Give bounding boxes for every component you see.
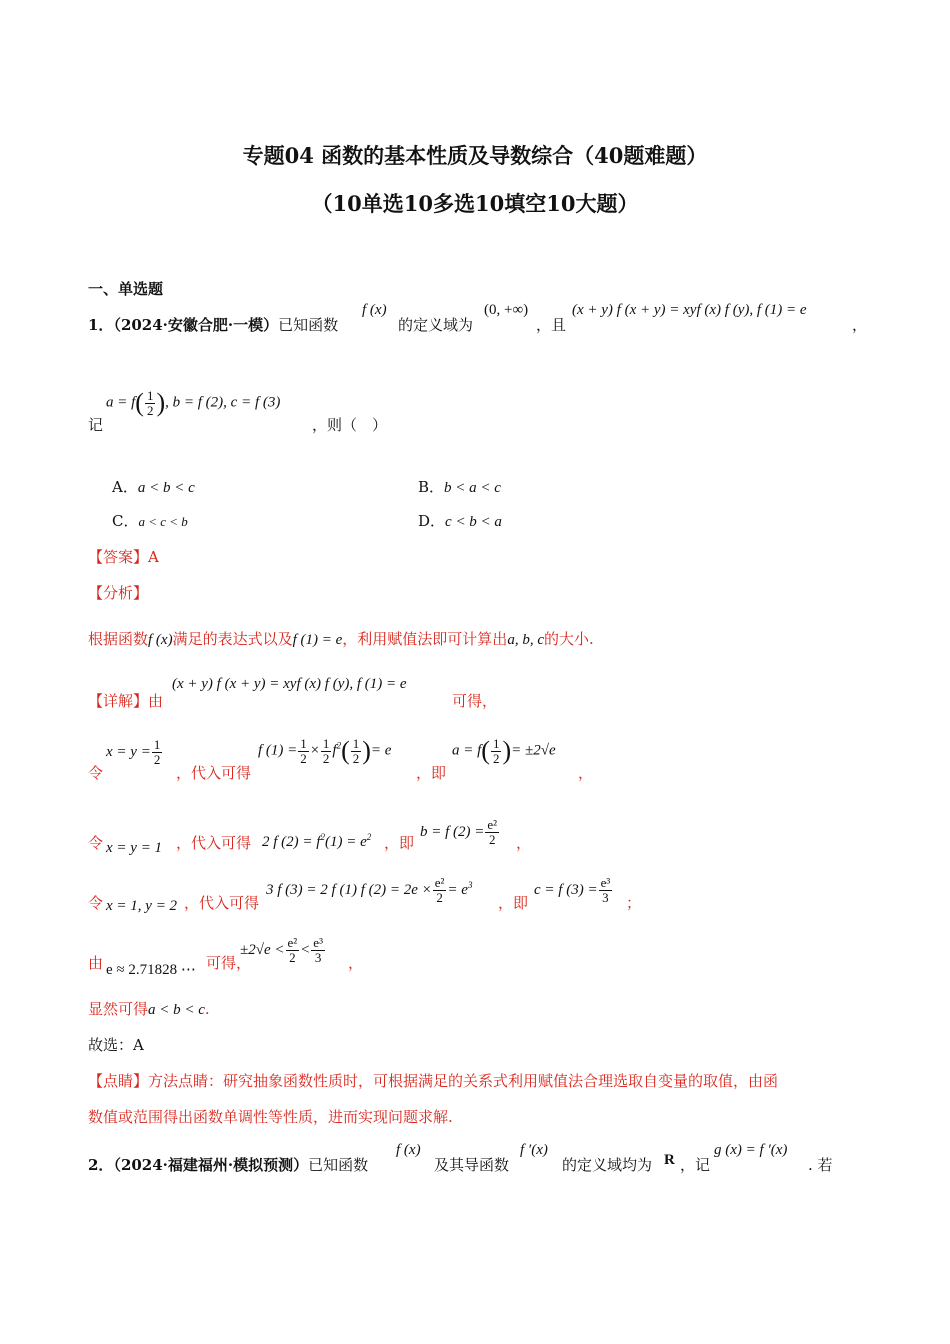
question-source: （2024·安徽合肥·一模） — [113, 316, 279, 334]
detail-step3-expr: 3 f (3) = 2 f (1) f (2) = 2e × $\frac{\text{e²}}{2}$ = $e^3$ — [266, 875, 473, 905]
analysis-text: 根据函数f (x)满足的表达式以及f (1) = e，利用赋值法即可计算出a, b, c的大小. — [88, 630, 594, 648]
analysis-label: 【分析】 — [88, 584, 149, 602]
detail-step2-expr: 2 f $(2) = f^2(1) = e^2$ — [262, 832, 372, 850]
function-fx: f (x) — [362, 302, 387, 318]
question-1-stem: 1．（2024·安徽合肥·一模）已知函数 — [88, 316, 339, 334]
question-2-stem: 2．（2024·福建福州·模拟预测）已知函数 — [88, 1156, 369, 1174]
option-b[interactable]: B．b < a < c — [418, 478, 501, 496]
detail-step1-x: x = y = $\frac{1}{2}$ — [106, 737, 161, 767]
definition-expr: a = f( $\frac{1}{2}$ ), b = f (2), c = f (3) — [106, 387, 281, 418]
choose-answer: 故选：A — [88, 1036, 144, 1054]
detail-conclusion: 显然可得a < b < c. — [88, 1000, 210, 1018]
detail-condition: (x + y) f (x + y) = xyf (x) f (y), f (1) = e — [172, 676, 407, 692]
section-heading: 一、单选题 — [88, 280, 164, 298]
document-title: 专题04 函数的基本性质及导数综合（40题难题） — [242, 143, 708, 168]
dianjing: 【点睛】方法点睛：研究抽象函数性质时，可根据满足的关系式利用赋值法合理选取自变量的取值，由函 — [88, 1072, 779, 1090]
detail-step1-a: a = f( $\frac{1}{2}$ )= ±2√e — [452, 735, 556, 766]
answer-label: 【答案】A — [88, 548, 159, 566]
detail-step3-c: c = f (3) = $\frac{\text{e³}}{3}$ — [534, 875, 611, 905]
question-number: 1． — [88, 316, 114, 334]
option-c[interactable]: C．a < c < b — [112, 512, 188, 530]
document-subtitle: （10单选10多选10填空10大题） — [311, 191, 639, 216]
detail-step3-x: x = 1, y = 2 — [106, 898, 178, 914]
detail-step2-x: x = y = 1 — [106, 840, 163, 856]
detail-step2-b: b = f (2) = $\frac{\text{e²}}{2}$ — [420, 817, 498, 847]
domain-expr: (0, +∞) — [484, 302, 529, 318]
option-a[interactable]: A．a < b < c — [112, 478, 195, 496]
detail-label: 【详解】由 — [88, 692, 164, 710]
detail-step4-ineq: ±2√e < $\frac{\text{e²}}{2}$ < $\frac{\text{e³}}{3}$ — [240, 935, 323, 965]
detail-step4-e: e ≈ 2.71828 ⋯ — [106, 962, 196, 978]
condition-expr: (x + y) f (x + y) = xyf (x) f (y), f (1) = e — [572, 302, 807, 318]
detail-step1-expr: f (1) = $\frac{1}{2}$ × $\frac{1}{2}$ $f^2$( $\frac{1}{2}$ )= e — [258, 735, 392, 766]
option-d[interactable]: D．c < b < a — [418, 512, 502, 530]
